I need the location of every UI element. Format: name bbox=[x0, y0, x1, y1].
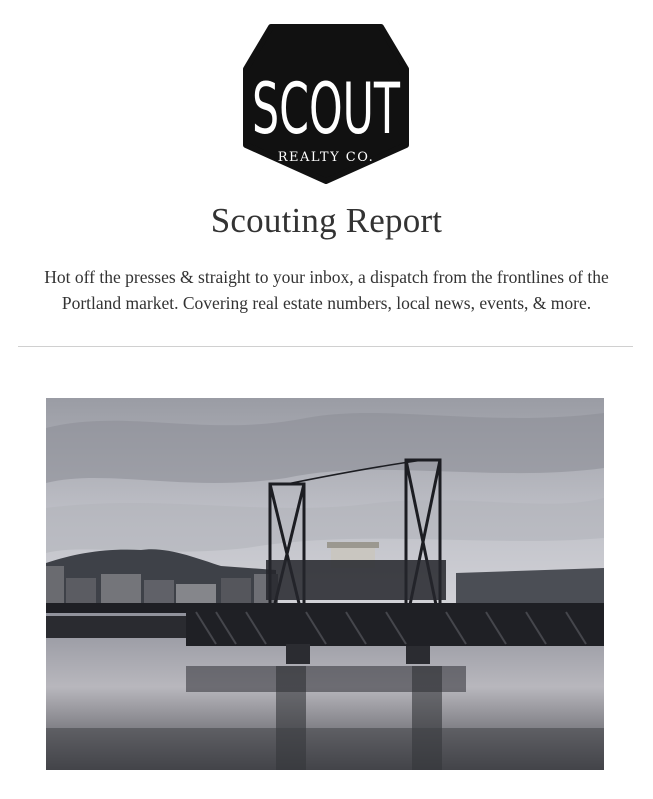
logo-wordmark: SCOUT bbox=[252, 68, 401, 150]
page-title: Scouting Report bbox=[210, 201, 443, 240]
intro-paragraph: Hot off the presses & straight to your inbox, a dispatch from the frontlines of the Portland market. Covering real estate numbers, local news, events, & more. bbox=[44, 267, 609, 313]
scout-realty-logo[interactable] bbox=[243, 19, 409, 183]
hero-photo-bridge bbox=[46, 398, 604, 770]
section-divider bbox=[18, 346, 633, 347]
logo-tagline: REALTY CO. bbox=[277, 150, 375, 165]
